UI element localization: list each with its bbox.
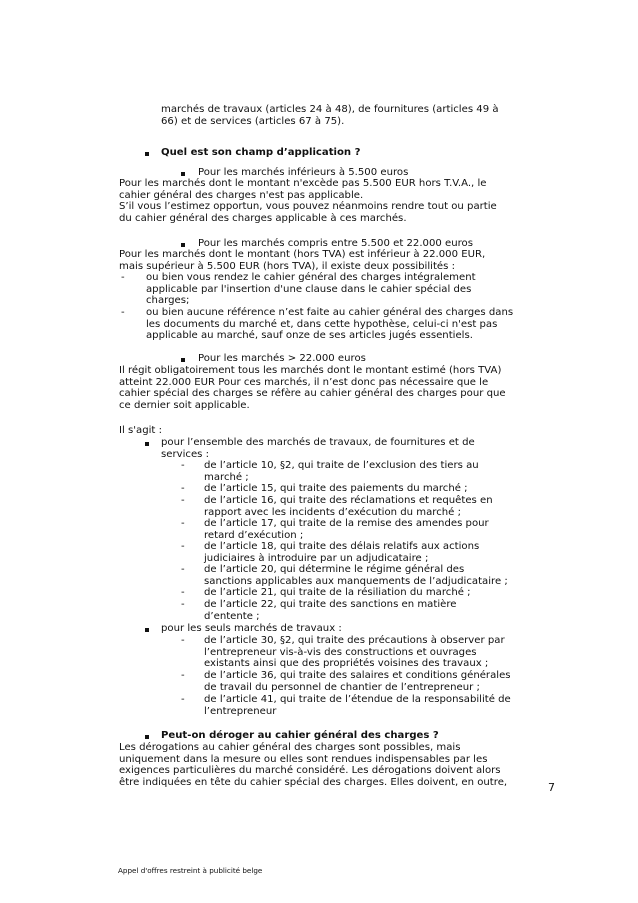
option-dash: - bbox=[121, 272, 125, 283]
item-line: de l’article 15, qui traite des paiements du marché ; bbox=[204, 483, 468, 494]
item-dash: - bbox=[181, 564, 185, 575]
item-line: l’entrepreneur bbox=[204, 705, 277, 717]
item-dash: - bbox=[181, 541, 185, 552]
group1-item bbox=[204, 483, 468, 495]
sub2-option bbox=[146, 307, 513, 342]
group1-title bbox=[161, 437, 475, 460]
item-dash: - bbox=[181, 670, 185, 681]
intro-line: 66) et de services (articles 67 à 75). bbox=[161, 115, 345, 127]
para-line: Pour les marchés dont le montant (hors TVA) est inférieur à 22.000 EUR, bbox=[119, 249, 486, 260]
item-dash: - bbox=[181, 599, 185, 610]
derogation-paragraph bbox=[119, 742, 507, 788]
heading-derogation: Peut-on déroger au cahier général des charges ? bbox=[161, 730, 439, 741]
para-line: uniquement dans la mesure ou elles sont rendues indispensables par les bbox=[119, 753, 488, 765]
item-line: marché ; bbox=[204, 471, 249, 483]
item-line: de l’article 18, qui traite des délais relatifs aux actions bbox=[204, 541, 480, 552]
para-line: exigences particulières du marché considéré. Les dérogations doivent alors bbox=[119, 765, 501, 777]
group-title-line: pour l’ensemble des marchés de travaux, de fournitures et de bbox=[161, 437, 475, 448]
item-line: de l’article 30, §2, qui traite des précautions à observer par bbox=[204, 635, 505, 646]
item-dash: - bbox=[181, 694, 185, 705]
option-line: ou bien aucune référence n’est faite au cahier général des charges dans bbox=[146, 307, 514, 318]
item-dash: - bbox=[181, 495, 185, 506]
group1-item bbox=[204, 541, 479, 564]
bullet-square-icon bbox=[181, 243, 185, 247]
item-line: de l’article 20, qui détermine le régime général des bbox=[204, 564, 465, 575]
item-dash: - bbox=[181, 460, 185, 471]
option-dash: - bbox=[121, 307, 125, 318]
item-line: de l’article 22, qui traite des sanctions en matière bbox=[204, 599, 457, 610]
group-title-line: pour les seuls marchés de travaux : bbox=[161, 623, 342, 634]
item-line: l’entrepreneur vis-à-vis des constructions et ouvrages bbox=[204, 646, 477, 658]
group2-item bbox=[204, 694, 511, 717]
group1-item bbox=[204, 495, 493, 518]
group1-item bbox=[204, 587, 471, 599]
option-line: applicable par l'insertion d'une clause dans le cahier spécial des bbox=[146, 283, 472, 295]
sub2-title: Pour les marchés compris entre 5.500 et 22.000 euros bbox=[198, 238, 473, 249]
item-line: de l’article 10, §2, qui traite de l’exclusion des tiers au bbox=[204, 460, 479, 471]
sub1-paragraph bbox=[119, 178, 497, 224]
item-line: existants ainsi que des propriétés voisines des travaux ; bbox=[204, 658, 489, 670]
para-line: cahier général des charges n'est pas applicable. bbox=[119, 189, 364, 201]
option-line: les documents du marché et, dans cette hypothèse, celui-ci n'est pas bbox=[146, 318, 498, 330]
item-line: de l’article 16, qui traite des réclamations et requêtes en bbox=[204, 495, 493, 506]
bullet-square-icon bbox=[181, 172, 185, 176]
para-line: du cahier général des charges applicable à ces marchés. bbox=[119, 212, 407, 224]
ilsagit-label: Il s'agit : bbox=[119, 425, 162, 436]
page-number: 7 bbox=[548, 781, 555, 794]
option-line: applicable au marché, sauf onze de ses articles jugés essentiels. bbox=[146, 330, 473, 342]
group2-item bbox=[204, 635, 505, 670]
para-line: ce dernier soit applicable. bbox=[119, 399, 250, 411]
para-line: atteint 22.000 EUR Pour ces marchés, il n’est donc pas nécessaire que le bbox=[119, 376, 489, 388]
item-dash: - bbox=[181, 518, 185, 529]
option-line: charges; bbox=[146, 295, 190, 307]
sub2-paragraph bbox=[119, 249, 485, 272]
item-line: de l’article 21, qui traite de la résiliation du marché ; bbox=[204, 587, 471, 598]
item-line: rapport avec les incidents d’exécution du marché ; bbox=[204, 506, 461, 518]
para-line: cahier spécial des charges se réfère au cahier général des charges pour que bbox=[119, 388, 506, 400]
sub1-title: Pour les marchés inférieurs à 5.500 euros bbox=[198, 167, 409, 178]
intro-paragraph bbox=[161, 104, 499, 127]
heading-scope: Quel est son champ d’application ? bbox=[161, 147, 361, 158]
bullet-square-icon bbox=[181, 358, 185, 362]
group1-item bbox=[204, 518, 489, 541]
para-line: être indiquées en tête du cahier spécial des charges. Elles doivent, en outre, bbox=[119, 776, 508, 788]
bullet-square-icon bbox=[145, 152, 149, 156]
item-dash: - bbox=[181, 587, 185, 598]
para-line: S’il vous l’estimez opportun, vous pouvez néanmoins rendre tout ou partie bbox=[119, 201, 497, 213]
para-line: Il régit obligatoirement tous les marchés dont le montant estimé (hors TVA) bbox=[119, 365, 502, 376]
intro-line: marchés de travaux (articles 24 à 48), de fournitures (articles 49 à bbox=[161, 104, 499, 115]
group1-item bbox=[204, 460, 479, 483]
sub3-paragraph bbox=[119, 365, 506, 411]
item-line: de l’article 41, qui traite de l’étendue de la responsabilité de bbox=[204, 694, 511, 705]
para-line: Pour les marchés dont le montant n'excède pas 5.500 EUR hors T.V.A., le bbox=[119, 178, 487, 189]
item-line: d’entente ; bbox=[204, 610, 260, 622]
item-dash: - bbox=[181, 483, 185, 494]
group1-item bbox=[204, 599, 456, 622]
item-line: de l’article 17, qui traite de la remise des amendes pour bbox=[204, 518, 489, 529]
sub3-title: Pour les marchés > 22.000 euros bbox=[198, 353, 366, 364]
group-title-line: services : bbox=[161, 448, 210, 460]
sub2-option bbox=[146, 272, 476, 307]
group2-item bbox=[204, 670, 511, 693]
item-line: de travail du personnel de chantier de l’entrepreneur ; bbox=[204, 681, 480, 693]
option-line: ou bien vous rendez le cahier général des charges intégralement bbox=[146, 272, 476, 283]
para-line: mais supérieur à 5.500 EUR (hors TVA), il existe deux possibilités : bbox=[119, 260, 456, 272]
item-dash: - bbox=[181, 635, 185, 646]
bullet-square-icon bbox=[145, 628, 149, 632]
item-line: de l’article 36, qui traite des salaires et conditions générales bbox=[204, 670, 511, 681]
group1-item bbox=[204, 564, 508, 587]
item-line: sanctions applicables aux manquements de l’adjudicataire ; bbox=[204, 575, 508, 587]
item-line: retard d’exécution ; bbox=[204, 529, 304, 541]
bullet-square-icon bbox=[145, 442, 149, 446]
bullet-square-icon bbox=[145, 735, 149, 739]
group2-title bbox=[161, 623, 342, 635]
page-footer: Appel d'offres restreint à publicité belge bbox=[118, 866, 263, 875]
item-line: judiciaires à introduire par un adjudicataire ; bbox=[204, 552, 429, 564]
para-line: Les dérogations au cahier général des charges sont possibles, mais bbox=[119, 742, 461, 753]
